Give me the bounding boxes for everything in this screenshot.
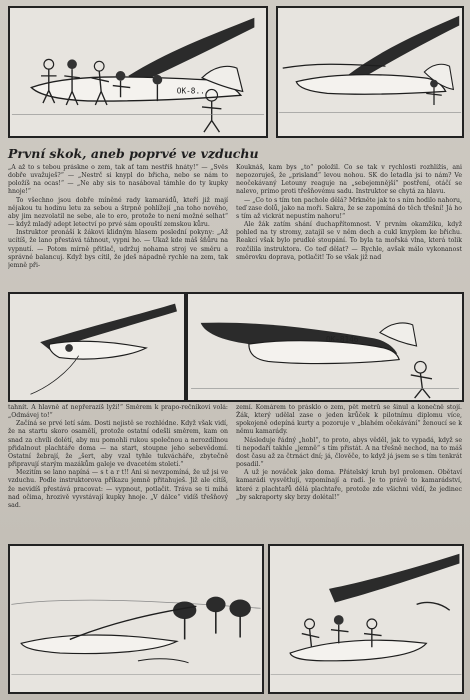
comic-panel-bottom-left [8,544,264,694]
paragraph: Začíná se prvé letí sám. Dosti nejistě se rozhlédne. Když však vidí, že na startu skoro osamělí, protože ostatní odešli směrem, kam on snad za chvíli dolétí, aby mu pomohli rukou společnou a nerozdílnou přidalnout plachtáře doma — na start, stoupne jeho sebevědomí. Ostatní žebrají, že „šert, aby vzal tyhle tukvácháře, zbytečně připravují starým mazákům galeje ve dvacetém století.“ [8,420,228,469]
paragraph: zemí. Komárem to prásklo o zem, pět metrů se šinul a konečně stojí. Žák, který udělal zase o jeden krůček k pilotnímu diplomu více, spokojeně odepíná kurty a pozoruje v „blahém očekávání“ ženoucí se k němu kamarády. [236,404,462,436]
text-column-4 [236,404,462,540]
paragraph: „A až to s tebou práskne o zem, tak ať tam nestříš hnáty!“ — „Svěs dobře uvažuješ?“ — „Nestrč si knypl do břicha, nebo se nám to položíš na ocas!“ — „Ne aby sis to nasáboval támhle do ty kupky hnoje!“ [8,164,228,196]
comic-panel-bottom-right [268,544,464,694]
paragraph: A už je nováček jako doma. Přátelský kruh byl prolomen. Obětaví kamarádi vysvětlují, vzpomínají a radí. Je to právě to kamarádství, které z plachtařů dělá plachtaře, protože zde všichni vědí, že jedinec „by sakraporty sky brzy dolétal!“ [236,469,462,501]
comic-panel-mid-left [8,292,186,402]
article-title: První skok, aneb poprvé ve vzduchu [8,146,259,161]
comic-panel-top-right [276,6,464,138]
illustration-glider-in-air [10,294,184,400]
paragraph: — „Co to s tím ten pachole dělá? Mrkněte jak to s ním hodilo nahoru, teď zase dolů, jako na moři. Sakra, že se zapomíná do těch třešní! Já ho s tím až vickrát nepustím nahoru!“ [236,196,462,220]
illustration-crash-crowd [270,546,462,692]
illustration-glider-launch [278,8,462,136]
paragraph: tahnít. A hlavně ať nepřerazíš lyži!“ Směrem k prapo-rečníkovi volá: „Odmávej to!“ [8,404,228,420]
glider-registration-2: OK-8146 [325,335,359,345]
comic-panel-mid-right [186,292,464,402]
illustration-instructor-watching [188,294,462,400]
illustration-trees-landing [10,546,262,692]
text-column-1 [8,164,228,292]
paragraph: Kouknáš, kam bys „to“ položil. Co se tak v rychlosti rozhlížís, ani nepozoruješ, že „prisland“ levou nohou. SK do letadla jsi to nám? Ve neočekávaný Letouny reaguje na „sebejemnější“ postření, otáčí se nalevo, primo proti třešňovému sadu. Instruktor se chytá za hlavu. [236,164,462,196]
paragraph: Ale žák zatím shání duchapřítomnost. V prvním okamžiku, když pohled na ty stromy, zatajil se v něm dech a cukl knyplem ke břichu. Reakcí však bylo prudké stoupání. To byla ta mořská vlna, která tolik rozčilila instruktora. Co teď dělat? — Rychle, avšak málo vykonanost směrovku doprava, potlačit! To se však již nad [236,221,462,261]
text-column-3 [8,404,228,540]
paragraph: Mezitím se lano napíná — s t a r t!! Ani si nevzpomíná, že už jsi ve vzduchu. Podle instruktorova příkazu jemně přitahuješ. Již ale cítíš, že nevidíš přestává pracovat: — vypnout, potlačit. Tráva se ti mihá nad očima, hrozivě vyvstávají kupky hnoje. „V dálce“ vidíš třešňový sad. [8,469,228,509]
paragraph: Instruktor pronáší k žákovi klidným hlasem poslední pokyny: „Až ucítíš, že lano přestává táhnout, vypni ho. — Ukaž kde máš šňůru na vypnutí. — Potom mírně přitlač, udržuj nohama stroj ve směru a správné balancuj. Když bys cítil, že jdeš nápadně rychle na zem, tak jemně při- [8,229,228,269]
text-column-2 [236,164,462,292]
illustration-glider-ground-crew [10,8,266,136]
comic-panel-top-left [8,6,268,138]
paragraph: Následuje řádný „hobl“, to proto, abys věděl, jak to vypadá, když se ti nepodaří takhle „jemně“ s tím přistát. A na třešně nechod, na to máš dost času až za čtrnáct dní; já, člověče, to když já jsem se s tím tenkrát posadil.“ [236,436,462,469]
glider-registration: OK-8.. [176,86,205,96]
paragraph: To všechno jsou dobře míněné rady kamarádů, kteří již mají nějakou tu hodinu letu za sebou a štrpně pohlížejí „na toho nového, aby jim nezvolatil ne sebe, ale to ero, protože to není možné selhat“ — když mladý adept letectví po prvé sám opouští zemskou kůru. [8,196,228,229]
